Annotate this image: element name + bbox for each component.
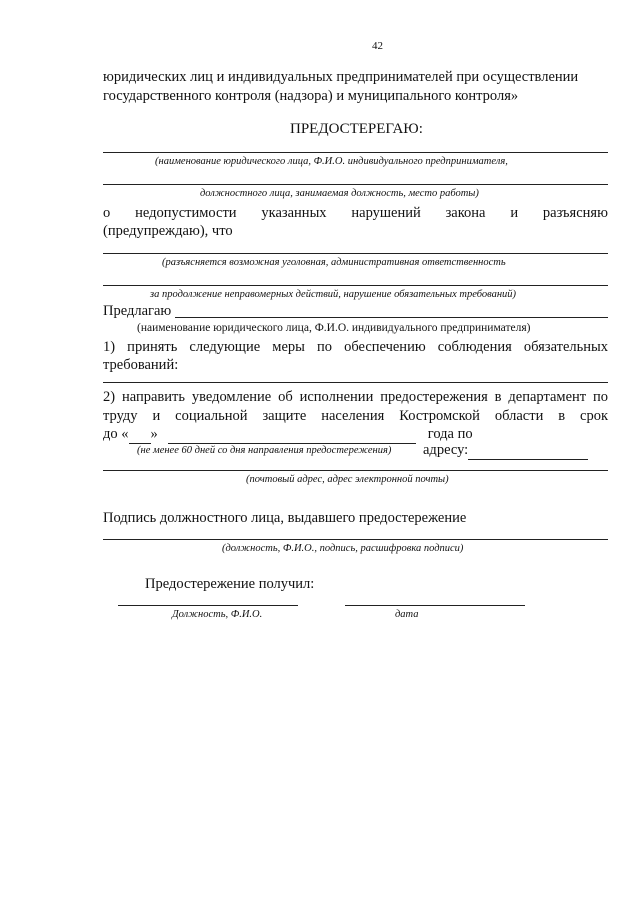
- position-name-caption: Должность, Ф.И.О.: [172, 609, 263, 620]
- received-position-line: [118, 605, 298, 606]
- continuation-caption: за продолжение неправомерных действий, нарушение обязательных требований): [150, 289, 517, 300]
- notify-line-1: 2) направить уведомление об исполнении предостережения в департамент по: [103, 389, 608, 405]
- official-line: [103, 184, 608, 185]
- org-name-line: [103, 152, 608, 153]
- warning-word: о: [103, 205, 111, 221]
- liability-line: [103, 253, 608, 254]
- received-date-line: [345, 605, 525, 606]
- term-text: (не менее 60 дней со дня направления предостережения): [137, 445, 392, 456]
- measures-line: [103, 382, 608, 383]
- warning-word: закона: [445, 205, 486, 221]
- deadline-prefix: до «: [103, 426, 129, 442]
- address-label-row: [423, 441, 588, 460]
- date-caption: дата: [395, 609, 419, 620]
- liability-caption: (разъясняется возможная уголовная, административная ответственность: [162, 257, 506, 268]
- address-line: [103, 470, 608, 471]
- warning-word: указанных: [261, 205, 327, 221]
- page-number: 42: [372, 40, 383, 52]
- warning-word: нарушений: [351, 205, 421, 221]
- warning-word: недопустимости: [135, 205, 237, 221]
- deadline-quote: »: [150, 426, 158, 442]
- warning-line-1: [103, 204, 608, 222]
- continuation-line: [103, 285, 608, 286]
- address-inline-field: [468, 441, 588, 460]
- warning-word: разъясняю: [542, 205, 608, 221]
- intro-line-1: юридических лиц и индивидуальных предпринимателей при осуществлении: [103, 69, 579, 85]
- term-caption: [137, 445, 391, 457]
- address-caption: (почтовый адрес, адрес электронной почты): [246, 474, 449, 485]
- deadline-month-field: [168, 425, 416, 444]
- org-name-full-caption: (наименование юридического лица, Ф.И.О. индивидуального предпринимателя): [137, 322, 531, 334]
- official-caption: должностного лица, занимаемая должность, место работы): [200, 188, 479, 199]
- signature-label: Подпись должностного лица, выдавшего предостережение: [103, 510, 467, 526]
- measures-line-2: требований:: [103, 357, 179, 373]
- warning-line-2: (предупреждаю), что: [103, 223, 233, 239]
- intro-line-2: государственного контроля (надзора) и муниципального контроля»: [103, 88, 519, 104]
- propose-label: Предлагаю: [103, 303, 172, 319]
- notify-line-3: [103, 425, 473, 444]
- signature-line: [103, 539, 608, 540]
- deadline-day-field: [129, 425, 151, 444]
- propose-line: [175, 317, 608, 318]
- warning-word: и: [510, 205, 519, 221]
- heading: ПРЕДОСТЕРЕГАЮ:: [290, 121, 423, 137]
- measures-line-1: 1) принять следующие меры по обеспечению соблюдения обязательных: [103, 339, 608, 355]
- deadline-year-label: года по: [427, 426, 473, 442]
- received-label: Предостережение получил:: [145, 576, 315, 592]
- signature-caption: (должность, Ф.И.О., подпись, расшифровка подписи): [222, 543, 464, 554]
- org-name-caption: (наименование юридического лица, Ф.И.О. индивидуального предпринимателя,: [155, 156, 508, 167]
- address-label: адресу:: [423, 442, 469, 458]
- notify-line-2: труду и социальной защите населения Костромской области в срок: [103, 408, 608, 424]
